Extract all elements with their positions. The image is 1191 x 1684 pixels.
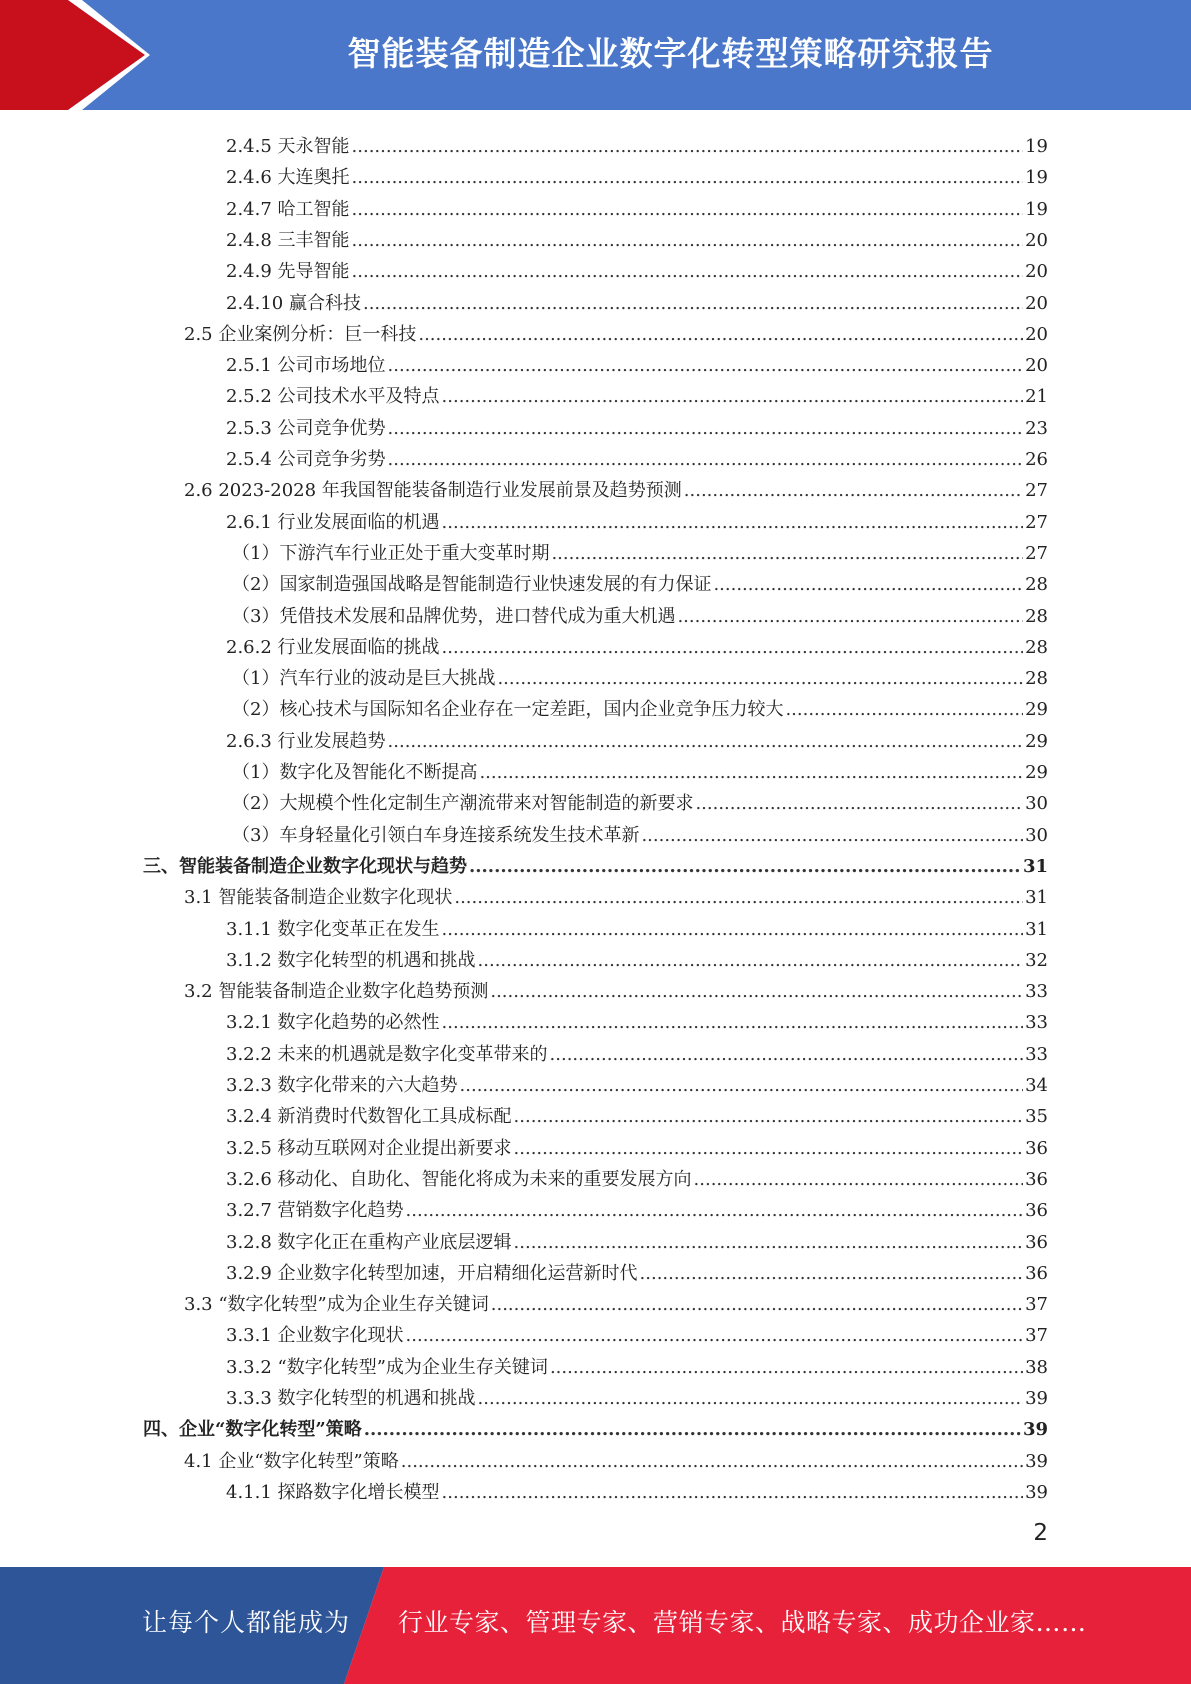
toc-dot-leader bbox=[514, 1232, 1024, 1254]
toc-entry-label: 2.5.1 公司市场地位 bbox=[226, 355, 386, 377]
toc-entry-page: 28 bbox=[1025, 636, 1048, 658]
toc-dot-leader bbox=[388, 731, 1024, 753]
toc-dot-leader bbox=[401, 1451, 1023, 1473]
toc-entry-label: 3.3.1 企业数字化现状 bbox=[226, 1325, 404, 1347]
toc-entry[interactable] bbox=[232, 565, 1048, 596]
toc-entry[interactable] bbox=[184, 471, 1048, 502]
toc-dot-leader bbox=[641, 825, 1023, 847]
page-header bbox=[0, 0, 1191, 110]
toc-dot-leader bbox=[388, 355, 1024, 377]
toc-entry-label: 3.1 智能装备制造企业数字化现状 bbox=[184, 887, 453, 909]
toc-entry[interactable] bbox=[226, 284, 1048, 315]
toc-entry-page: 38 bbox=[1025, 1356, 1048, 1378]
toc-dot-leader bbox=[478, 950, 1024, 972]
toc-entry-page: 28 bbox=[1025, 574, 1048, 596]
toc-entry-label: （3）车身轻量化引领白车身连接系统发生技术革新 bbox=[232, 824, 640, 846]
toc-entry-page: 27 bbox=[1025, 542, 1048, 564]
toc-entry-page: 37 bbox=[1025, 1294, 1048, 1316]
toc-entry[interactable] bbox=[232, 534, 1048, 565]
toc-entry[interactable] bbox=[226, 127, 1048, 158]
toc-entry-page: 36 bbox=[1025, 1168, 1048, 1190]
toc-dot-leader bbox=[460, 1075, 1024, 1097]
toc-entry[interactable] bbox=[226, 190, 1048, 221]
toc-entry-page: 29 bbox=[1025, 762, 1048, 783]
toc-dot-leader bbox=[442, 1012, 1024, 1034]
toc-entry[interactable] bbox=[226, 221, 1048, 252]
toc-entry-label: 2.4.6 大连奥托 bbox=[226, 167, 350, 189]
toc-dot-leader bbox=[388, 449, 1024, 471]
toc-entry[interactable] bbox=[226, 1316, 1048, 1347]
toc-dot-leader bbox=[364, 1419, 1021, 1441]
toc-dot-leader bbox=[352, 136, 1024, 158]
toc-dot-leader bbox=[550, 1357, 1023, 1379]
toc-entry-page: 28 bbox=[1025, 605, 1048, 627]
toc-dot-leader bbox=[677, 606, 1023, 628]
toc-entry-label: 2.6.2 行业发展面临的挑战 bbox=[226, 636, 440, 658]
toc-entry-page: 20 bbox=[1025, 355, 1048, 377]
toc-entry[interactable] bbox=[184, 1442, 1048, 1473]
toc-entry[interactable] bbox=[232, 659, 1048, 690]
toc-entry[interactable] bbox=[226, 377, 1048, 408]
toc-entry-label: 3.2.8 数字化正在重构产业底层逻辑 bbox=[226, 1231, 512, 1253]
toc-entry-page: 34 bbox=[1025, 1075, 1048, 1096]
toc-entry-page: 28 bbox=[1025, 668, 1048, 690]
toc-entry[interactable] bbox=[143, 1410, 1048, 1441]
toc-dot-leader bbox=[785, 699, 1023, 721]
toc-dot-leader bbox=[363, 293, 1023, 315]
toc-entry-page: 19 bbox=[1025, 136, 1048, 157]
toc-entry-label: 三、智能装备制造企业数字化现状与趋势 bbox=[143, 855, 467, 877]
toc-entry-label: 4.1 企业“数字化转型”策略 bbox=[184, 1450, 399, 1472]
toc-dot-leader bbox=[352, 230, 1024, 252]
toc-entry-label: （3）凭借技术发展和品牌优势，进口替代成为重大机遇 bbox=[232, 605, 676, 627]
toc-entry-page: 26 bbox=[1025, 449, 1048, 470]
toc-dot-leader bbox=[442, 637, 1024, 659]
toc-dot-leader bbox=[442, 512, 1024, 534]
toc-dot-leader bbox=[640, 1263, 1024, 1285]
toc-entry-page: 35 bbox=[1025, 1106, 1048, 1128]
toc-entry-label: 2.4.10 赢合科技 bbox=[226, 292, 361, 314]
toc-entry-page: 19 bbox=[1025, 198, 1048, 220]
toc-entry-label: 3.1.2 数字化转型的机遇和挑战 bbox=[226, 949, 476, 971]
toc-entry[interactable] bbox=[226, 440, 1048, 471]
toc-entry-page: 37 bbox=[1025, 1325, 1048, 1347]
toc-entry-label: 2.4.7 哈工智能 bbox=[226, 198, 350, 220]
toc-entry-label: 3.2.7 营销数字化趋势 bbox=[226, 1200, 404, 1222]
toc-entry-page: 36 bbox=[1025, 1200, 1048, 1222]
toc-entry[interactable] bbox=[226, 1348, 1048, 1379]
toc-entry-page: 31 bbox=[1025, 887, 1048, 909]
toc-entry[interactable] bbox=[232, 597, 1048, 628]
toc-dot-leader bbox=[442, 919, 1024, 941]
toc-entry[interactable] bbox=[184, 972, 1048, 1003]
toc-entry[interactable] bbox=[226, 1066, 1048, 1097]
toc-entry-page: 19 bbox=[1025, 167, 1048, 189]
toc-entry[interactable] bbox=[232, 753, 1048, 784]
toc-entry[interactable] bbox=[226, 722, 1048, 753]
toc-entry-page: 31 bbox=[1022, 855, 1048, 877]
toc-dot-leader bbox=[491, 1294, 1023, 1316]
toc-entry-page: 32 bbox=[1025, 949, 1048, 971]
toc-entry-label: 3.1.1 数字化变革正在发生 bbox=[226, 918, 440, 940]
toc-entry-page: 33 bbox=[1025, 981, 1048, 1003]
toc-entry[interactable] bbox=[226, 1191, 1048, 1222]
toc-entry[interactable] bbox=[226, 1035, 1048, 1066]
toc-entry-label: 3.3 “数字化转型”成为企业生存关键词 bbox=[184, 1294, 489, 1316]
toc-entry-label: 2.6 2023-2028 年我国智能装备制造行业发展前景及趋势预测 bbox=[184, 480, 682, 502]
toc-entry-label: 3.2.4 新消费时代数智化工具成标配 bbox=[226, 1106, 512, 1128]
page-number: 2 bbox=[1033, 1520, 1048, 1546]
toc-entry-label: （2）核心技术与国际知名企业存在一定差距，国内企业竞争压力较大 bbox=[232, 699, 784, 721]
toc-entry-page: 27 bbox=[1025, 480, 1048, 502]
toc-dot-leader bbox=[406, 1200, 1024, 1222]
toc-entry[interactable] bbox=[226, 158, 1048, 189]
toc-entry[interactable] bbox=[226, 1473, 1048, 1504]
toc-entry-label: 3.2.6 移动化、自助化、智能化将成为未来的重要发展方向 bbox=[226, 1168, 692, 1190]
toc-dot-leader bbox=[406, 1325, 1024, 1347]
toc-entry[interactable] bbox=[226, 1254, 1048, 1285]
toc-entry[interactable] bbox=[226, 1129, 1048, 1160]
toc-entry[interactable] bbox=[143, 847, 1048, 878]
toc-entry-page: 20 bbox=[1025, 323, 1048, 345]
toc-dot-leader bbox=[514, 1138, 1024, 1160]
page-footer bbox=[0, 1567, 1191, 1684]
toc-dot-leader bbox=[352, 199, 1024, 221]
toc-entry-page: 31 bbox=[1025, 918, 1048, 940]
toc-dot-leader bbox=[352, 261, 1024, 283]
toc-entry-label: 4.1.1 探路数字化增长模型 bbox=[226, 1481, 440, 1503]
toc-entry-page: 30 bbox=[1025, 824, 1048, 846]
footer-slogan-left: 让每个人都能成为 bbox=[142, 1608, 351, 1637]
toc-entry[interactable] bbox=[226, 1223, 1048, 1254]
toc-entry-page: 29 bbox=[1025, 699, 1048, 721]
toc-dot-leader bbox=[478, 1388, 1024, 1410]
toc-dot-leader bbox=[388, 418, 1024, 440]
toc-dot-leader bbox=[497, 668, 1023, 690]
toc-entry-page: 39 bbox=[1025, 1450, 1048, 1472]
toc-entry-page: 20 bbox=[1025, 292, 1048, 314]
toc-entry-label: 2.4.9 先导智能 bbox=[226, 261, 350, 283]
toc-entry[interactable] bbox=[232, 816, 1048, 847]
toc-dot-leader bbox=[454, 887, 1023, 909]
toc-entry-label: 2.5.4 公司竞争劣势 bbox=[226, 449, 386, 470]
toc-entry[interactable] bbox=[232, 690, 1048, 721]
footer-slogan-right: 行业专家、管理专家、营销专家、战略专家、成功企业家…… bbox=[398, 1608, 1087, 1637]
toc-entry-label: 3.2.1 数字化趋势的必然性 bbox=[226, 1012, 440, 1034]
toc-entry-page: 33 bbox=[1025, 1043, 1048, 1065]
toc-entry[interactable] bbox=[226, 1160, 1048, 1191]
toc-dot-leader bbox=[352, 167, 1024, 189]
toc-dot-leader bbox=[442, 1482, 1024, 1504]
toc-dot-leader bbox=[550, 1044, 1024, 1066]
toc-entry-label: 3.3.2 “数字化转型”成为企业生存关键词 bbox=[226, 1356, 548, 1378]
toc-entry[interactable] bbox=[226, 503, 1048, 534]
toc-dot-leader bbox=[551, 543, 1023, 565]
toc-entry-page: 39 bbox=[1022, 1419, 1048, 1441]
toc-entry-label: 3.2.5 移动互联网对企业提出新要求 bbox=[226, 1137, 512, 1159]
toc-entry-label: 3.2.2 未来的机遇就是数字化变革带来的 bbox=[226, 1043, 548, 1065]
toc-entry-label: 2.6.3 行业发展趋势 bbox=[226, 730, 386, 752]
toc-entry-label: 2.4.8 三丰智能 bbox=[226, 229, 350, 251]
toc-entry-page: 39 bbox=[1025, 1481, 1048, 1503]
toc-entry[interactable] bbox=[226, 409, 1048, 440]
toc-entry[interactable] bbox=[226, 1003, 1048, 1034]
toc-entry[interactable] bbox=[226, 941, 1048, 972]
toc-entry[interactable] bbox=[226, 346, 1048, 377]
toc-entry-label: 2.4.5 天永智能 bbox=[226, 136, 350, 157]
toc-entry-label: （1）汽车行业的波动是巨大挑战 bbox=[232, 668, 496, 690]
toc-entry-page: 27 bbox=[1025, 511, 1048, 533]
toc-entry[interactable] bbox=[226, 1379, 1048, 1410]
toc-entry[interactable] bbox=[226, 910, 1048, 941]
toc-entry-page: 36 bbox=[1025, 1262, 1048, 1284]
toc-entry[interactable] bbox=[226, 1097, 1048, 1128]
toc-entry-page: 21 bbox=[1025, 386, 1048, 408]
toc-entry[interactable] bbox=[232, 784, 1048, 815]
toc-entry-page: 20 bbox=[1025, 229, 1048, 251]
toc-entry-page: 23 bbox=[1025, 417, 1048, 439]
toc-entry-label: 2.5 企业案例分析：巨一科技 bbox=[184, 323, 417, 345]
toc-entry-page: 29 bbox=[1025, 730, 1048, 752]
toc-entry-label: 2.5.3 公司竞争优势 bbox=[226, 417, 386, 439]
toc-entry-label: 3.2 智能装备制造企业数字化趋势预测 bbox=[184, 981, 489, 1003]
toc-dot-leader bbox=[479, 762, 1023, 784]
toc-entry-label: （1）数字化及智能化不断提高 bbox=[232, 762, 478, 783]
toc-entry-page: 36 bbox=[1025, 1231, 1048, 1253]
toc-entry-page: 39 bbox=[1025, 1388, 1048, 1409]
toc-dot-leader bbox=[695, 793, 1023, 815]
toc-entry-label: （1）下游汽车行业正处于重大变革时期 bbox=[232, 542, 550, 564]
toc-entry-label: （2）大规模个性化定制生产潮流带来对智能制造的新要求 bbox=[232, 793, 694, 815]
toc-dot-leader bbox=[418, 324, 1023, 346]
toc-entry-label: 3.2.9 企业数字化转型加速，开启精细化运营新时代 bbox=[226, 1262, 638, 1284]
toc-entry-label: 2.5.2 公司技术水平及特点 bbox=[226, 386, 440, 408]
toc-entry-label: 3.2.3 数字化带来的六大趋势 bbox=[226, 1075, 458, 1096]
toc-entry[interactable] bbox=[226, 252, 1048, 283]
toc-dot-leader bbox=[490, 981, 1023, 1003]
toc-entry-label: （2）国家制造强国战略是智能制造行业快速发展的有力保证 bbox=[232, 574, 712, 596]
toc-entry[interactable] bbox=[184, 315, 1048, 346]
toc-entry-page: 36 bbox=[1025, 1137, 1048, 1159]
toc-entry-page: 20 bbox=[1025, 261, 1048, 283]
toc-dot-leader bbox=[469, 856, 1021, 878]
toc-entry[interactable] bbox=[184, 1285, 1048, 1316]
toc-entry-label: 四、企业“数字化转型”策略 bbox=[143, 1419, 362, 1441]
toc-entry-label: 2.6.1 行业发展面临的机遇 bbox=[226, 511, 440, 533]
toc-dot-leader bbox=[694, 1169, 1024, 1191]
toc-dot-leader bbox=[684, 480, 1023, 502]
toc-entry[interactable] bbox=[226, 628, 1048, 659]
toc-dot-leader bbox=[442, 386, 1024, 408]
toc-entry[interactable] bbox=[184, 878, 1048, 909]
toc-entry-page: 33 bbox=[1025, 1012, 1048, 1034]
document-title: 智能装备制造企业数字化转型策略研究报告 bbox=[347, 34, 994, 73]
toc-dot-leader bbox=[514, 1106, 1024, 1128]
toc-entry-page: 30 bbox=[1025, 793, 1048, 815]
toc-dot-leader bbox=[713, 574, 1023, 596]
toc-entry-label: 3.3.3 数字化转型的机遇和挑战 bbox=[226, 1388, 476, 1409]
